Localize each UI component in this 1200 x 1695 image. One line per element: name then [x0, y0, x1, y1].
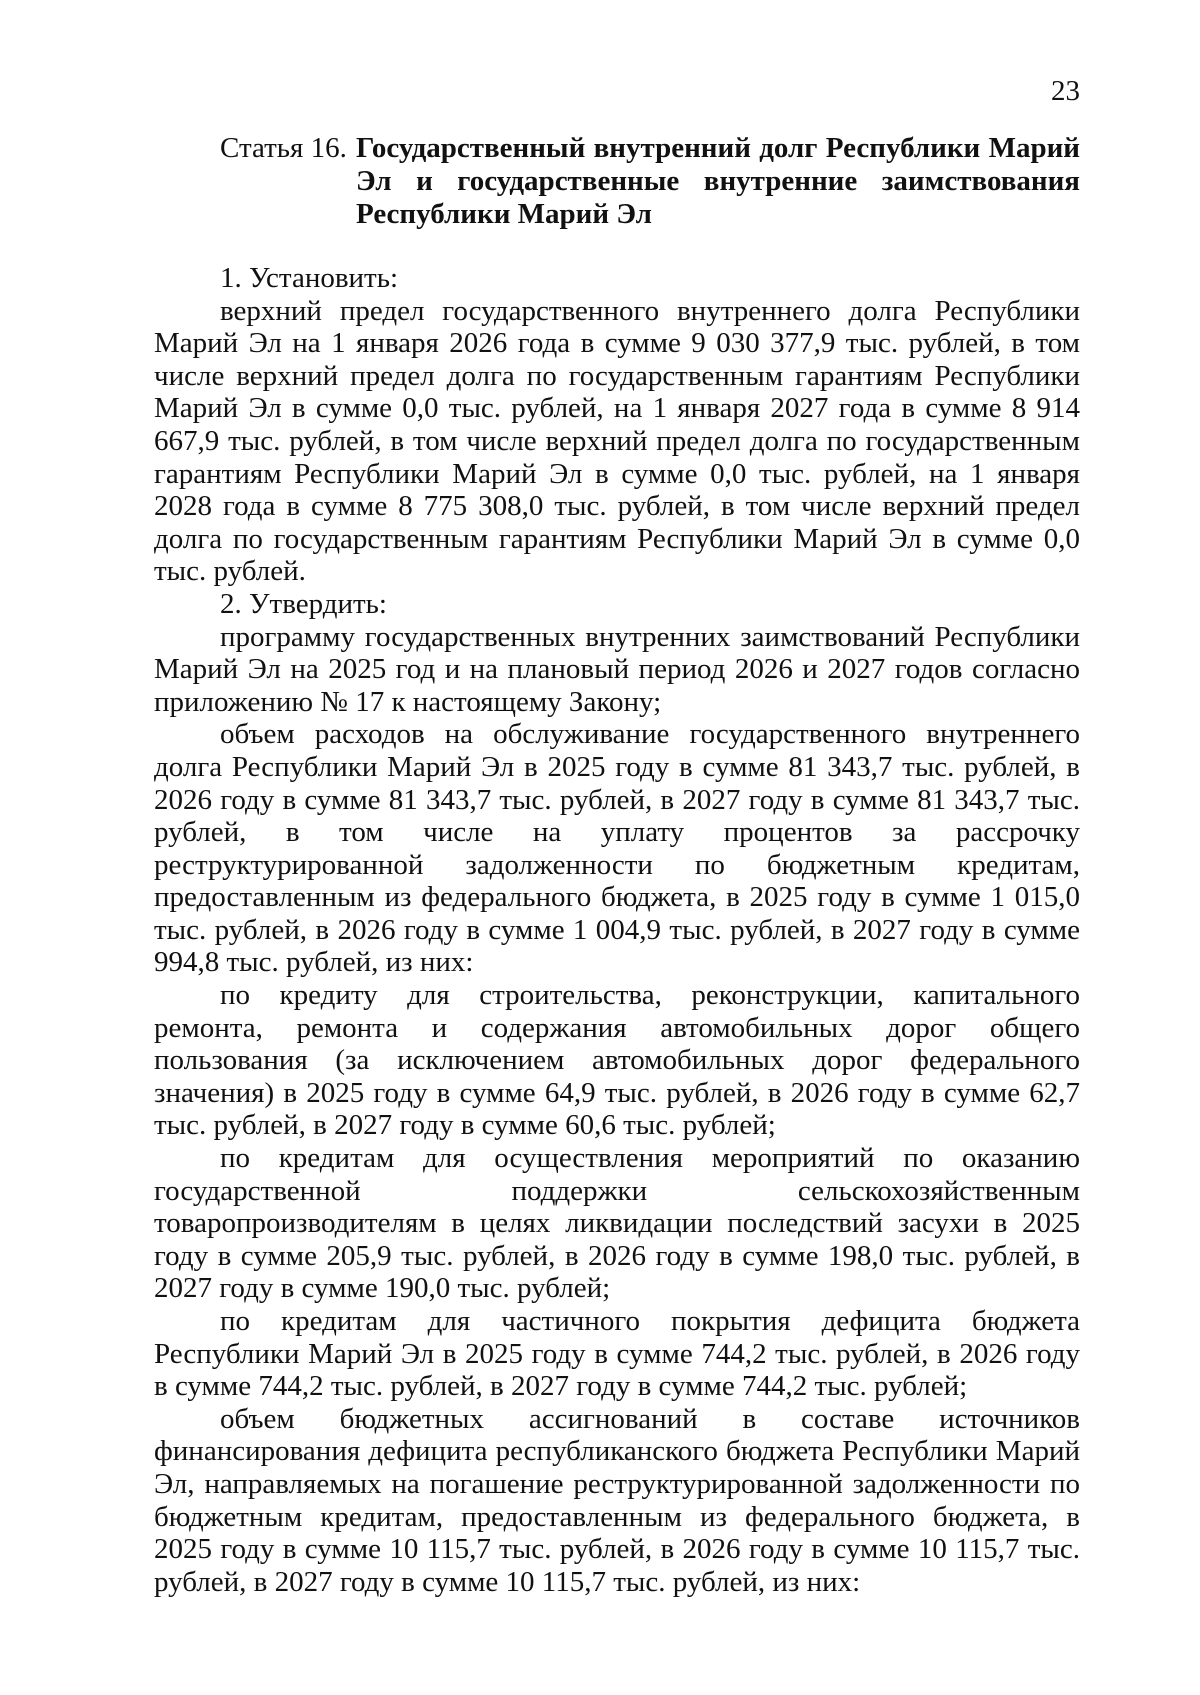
paragraph-road-credit: по кредиту для строительства, реконструкции, капитального ремонта, ремонта и содержания автомобильных дорог общего пользования (за исключением автомобильных дорог федерального значения) в 2025 году в сумме 64,9 тыс. рублей, в 2026 году в сумме 62,7 тыс. рублей, в 2027 году в сумме 60,6 тыс. рублей; [154, 979, 1080, 1142]
article-label: Статья 16. [220, 132, 347, 164]
paragraph-deficit-credits: по кредитам для частичного покрытия дефицита бюджета Республики Марий Эл в 2025 году в сумме 744,2 тыс. рублей, в 2026 году в сумме 744,2 тыс. рублей, в 2027 году в сумме 744,2 тыс. рублей; [154, 1305, 1080, 1403]
paragraph-debt-upper-limit: верхний предел государственного внутреннего долга Республики Марий Эл на 1 января 2026 года в сумме 9 030 377,9 тыс. рублей, в том числе верхний предел долга по государственным гарантиям Республики Марий Эл в сумме 0,0 тыс. рублей, на 1 января 2027 года в сумме 8 914 667,9 тыс. рублей, в том числе верхний предел долга по государственным гарантиям Республики Марий Эл в сумме 0,0 тыс. рублей, на 1 января 2028 года в сумме 8 775 308,0 тыс. рублей, в том числе верхний предел долга по государственным гарантиям Республики Марий Эл в сумме 0,0 тыс. рублей. [154, 294, 1080, 588]
paragraph-drought-credits: по кредитам для осуществления мероприятий по оказанию государственной поддержки сельскохозяйственным товаропроизводителям в целях ликвидации последствий засухи в 2025 году в сумме 205,9 тыс. рублей, в 2026 году в сумме 198,0 тыс. рублей, в 2027 году в сумме 190,0 тыс. рублей; [154, 1142, 1080, 1305]
article-body [154, 262, 1080, 1598]
paragraph-approve: 2. Утвердить: [220, 587, 387, 620]
page-number: 23 [1051, 75, 1080, 107]
article-title: Государственный внутренний долг Республики Марий Эл и государственные внутренние заимствования Республики Марий Эл [356, 132, 1080, 230]
paragraph-debt-service-expenses: объем расходов на обслуживание государственного внутреннего долга Республики Марий Эл в 2025 году в сумме 81 343,7 тыс. рублей, в 2026 году в сумме 81 343,7 тыс. рублей, в 2027 году в сумме 81 343,7 тыс. рублей, в том числе на уплату процентов за рассрочку реструктурированной задолженности по бюджетным кредитам, предоставленным из федерального бюджета, в 2025 году в сумме 1 015,0 тыс. рублей, в 2026 году в сумме 1 004,9 тыс. рублей, в 2027 году в сумме 994,8 тыс. рублей, из них: [154, 718, 1080, 979]
paragraph-repayment-allocations: объем бюджетных ассигнований в составе источников финансирования дефицита республиканского бюджета Республики Марий Эл, направляемых на погашение реструктурированной задолженности по бюджетным кредитам, предоставленным из федерального бюджета, в 2025 году в сумме 10 115,7 тыс. рублей, в 2026 году в сумме 10 115,7 тыс. рублей, в 2027 году в сумме 10 115,7 тыс. рублей, из них: [154, 1402, 1080, 1598]
paragraph-borrowing-program: программу государственных внутренних заимствований Республики Марий Эл на 2025 год и на плановый период 2026 и 2027 годов согласно приложению № 17 к настоящему Закону; [154, 620, 1080, 718]
article-heading [220, 132, 1080, 231]
paragraph-establish: 1. Установить: [220, 262, 399, 294]
